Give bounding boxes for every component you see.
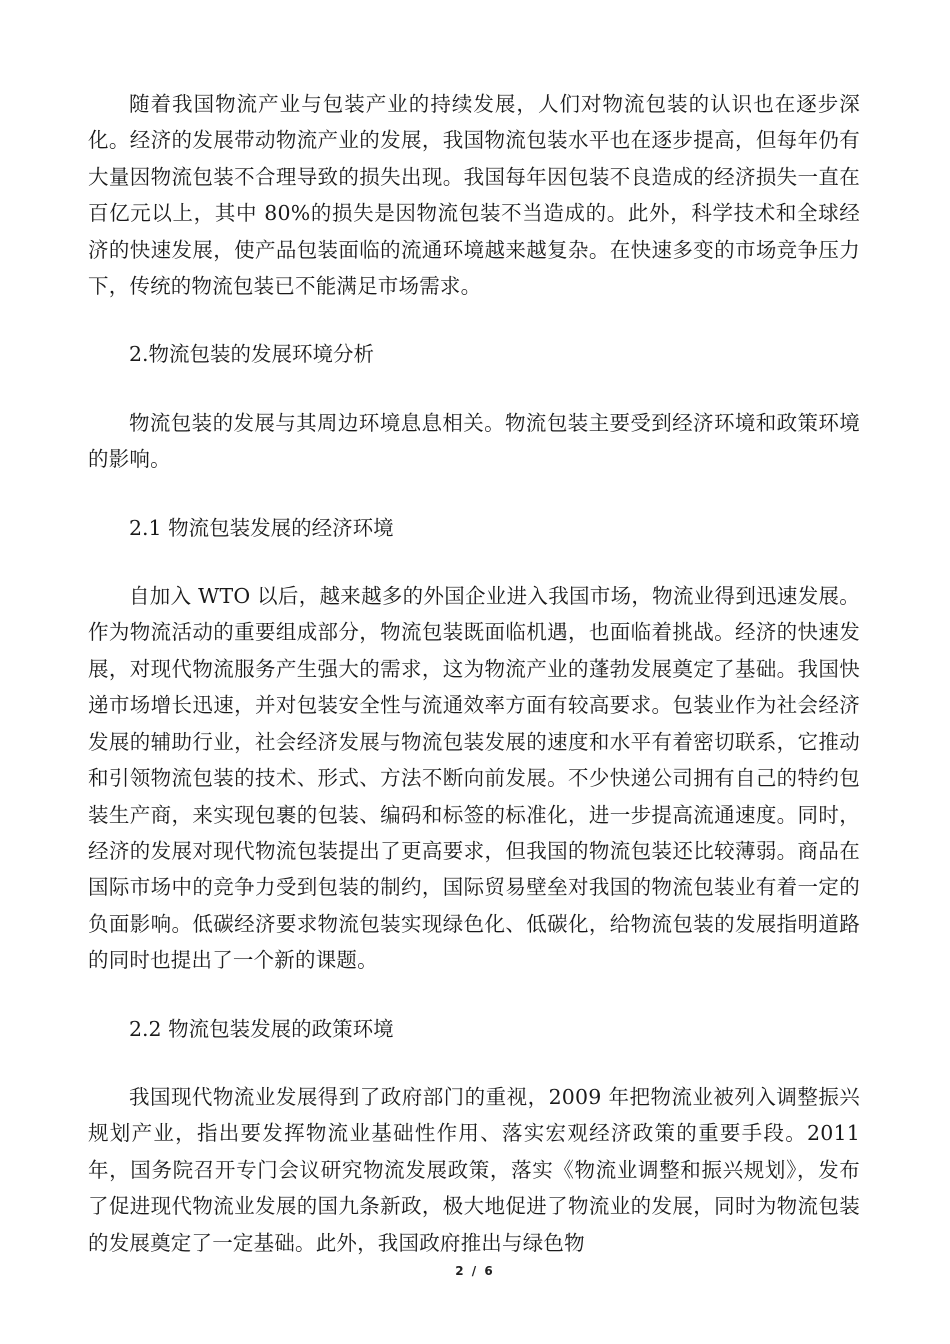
section-heading-2: 2.物流包装的发展环境分析: [129, 342, 375, 367]
paragraph-intro: 随着我国物流产业与包装产业的持续发展，人们对物流包装的认识也在逐步深化。经济的发展带动物流产业的发展，我国物流包装水平也在逐步提高，但每年仍有大量因物流包装不合理导致的损失出现。我国每年因包装不良造成的经济损失一直在百亿元以上，其中 80%的损失是因物流包装不当造成的。此外，科学技术和全球经济的快速发展，使产品包装面临的流通环境越来越复杂。在快速多变的市场竞争压力下，传统的物流包装已不能满足市场需求。: [88, 92, 860, 299]
paragraph-gap: [88, 304, 860, 336]
paragraph-section-2: 物流包装的发展与其周边环境息息相关。物流包装主要受到经济环境和政策环境的影响。: [88, 410, 860, 472]
paragraph-gap: [88, 546, 860, 578]
paragraph-policy-environment: 我国现代物流业发展得到了政府部门的重视，2009 年把物流业被列入调整振兴规划产业，指出要发挥物流业基础性作用、落实宏观经济政策的重要手段。2011 年，国务院召开专门会议研究物流发展政策，落实《物流业调整和振兴规划》，发布了促进现代物流业发展的国九条新政，极大地促进了物流业的发展，同时为物流包装的发展奠定了一定基础。此外，我国政府推出与绿色物: [88, 1084, 860, 1255]
document-body: [88, 86, 860, 1261]
paragraph-economic-environment: 自加入 WTO 以后，越来越多的外国企业进入我国市场，物流业得到迅速发展。作为物流活动的重要组成部分，物流包装既面临机遇，也面临着挑战。经济的快速发展，对现代物流服务产生强大的需求，这为物流产业的蓬勃发展奠定了基础。我国快递市场增长迅速，并对包装安全性与流通效率方面有较高要求。包装业作为社会经济发展的辅助行业，社会经济发展与物流包装发展的速度和水平有着密切联系，它推动和引领物流包装的技术、形式、方法不断向前发展。不少快递公司拥有自己的特约包装生产商，来实现包裹的包装、编码和标签的标准化，进一步提高流通速度。同时，经济的发展对现代物流包装提出了更高要求，但我国的物流包装还比较薄弱。商品在国际市场中的竞争力受到包装的制约，国际贸易壁垒对我国的物流包装业有着一定的负面影响。低碳经济要求物流包装实现绿色化、低碳化，给物流包装的发展指明道路的同时也提出了一个新的课题。: [88, 584, 860, 973]
page-indicator: 2 / 6: [455, 1264, 495, 1278]
paragraph-gap: [88, 478, 860, 510]
section-heading-2-1: 2.1 物流包装发展的经济环境: [129, 515, 394, 540]
section-heading-2-2: 2.2 物流包装发展的政策环境: [129, 1016, 394, 1041]
paragraph-gap: [88, 979, 860, 1011]
paragraph-gap: [88, 373, 860, 405]
paragraph-gap: [88, 1047, 860, 1079]
